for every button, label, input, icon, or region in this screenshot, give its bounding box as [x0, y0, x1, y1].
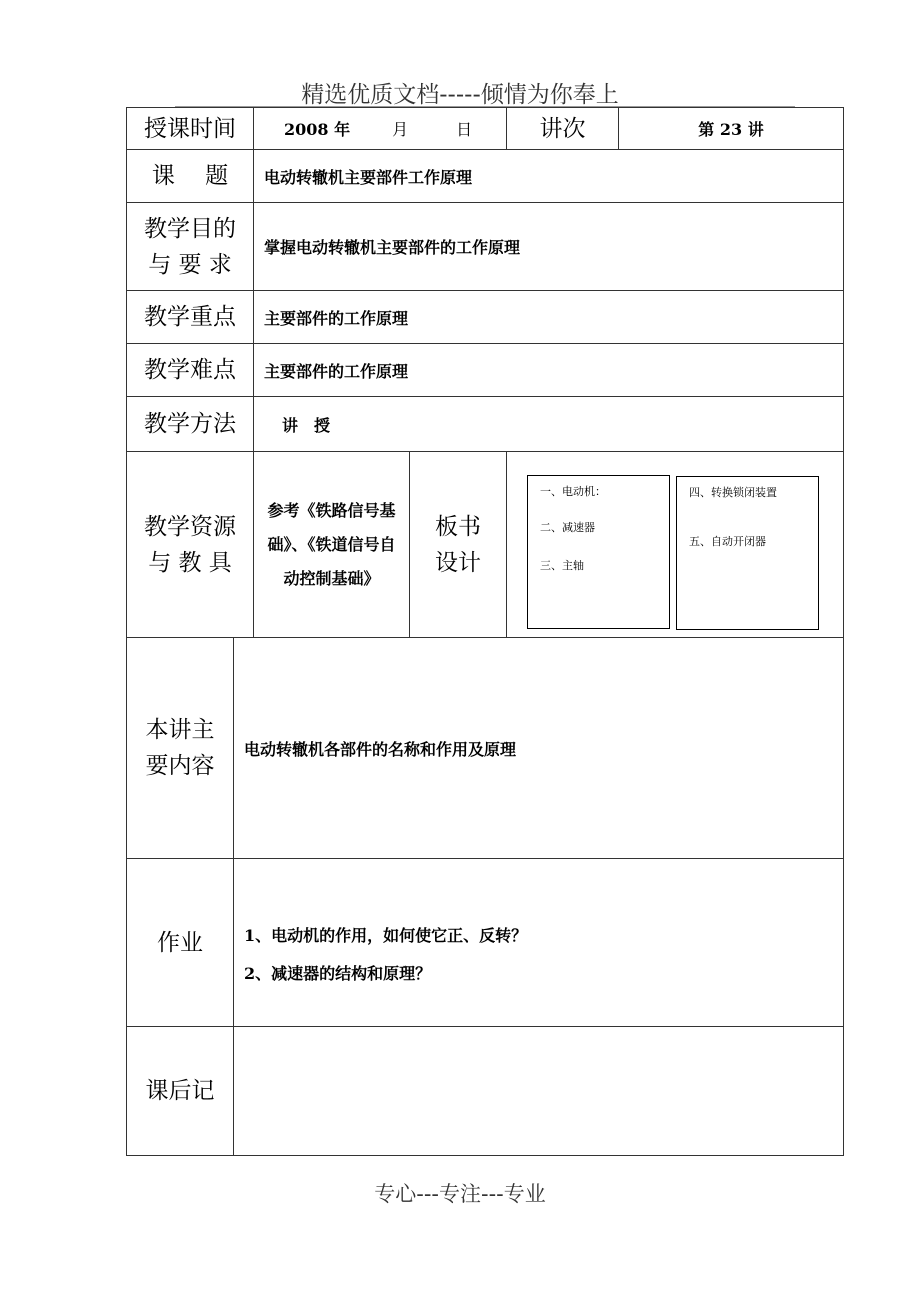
board-item: 一、电动机： [540, 485, 606, 498]
resource-label-1: 教学资源 [144, 513, 236, 540]
time-label: 授课时间 [126, 107, 254, 150]
lecture-label: 讲次 [506, 107, 619, 150]
board-label [409, 451, 507, 638]
notes-label: 课后记 [126, 1026, 234, 1156]
key-label: 教学重点 [126, 290, 254, 344]
month: 月 [392, 120, 409, 139]
goal-label-1: 教学目的 [144, 215, 236, 242]
content-label-1: 本讲主 [145, 717, 215, 743]
lecture-value: 第 23 讲 [618, 107, 844, 150]
resource-label [126, 451, 254, 638]
topic-label: 课 题 [126, 149, 254, 203]
board-item: 四、转换锁闭装置 [689, 486, 777, 499]
homework-item: 2、减速器的结构和原理？ [244, 964, 432, 983]
topic-value: 电动转辙机主要部件工作原理 [253, 149, 844, 203]
homework-value [233, 858, 844, 1027]
date-value [253, 107, 507, 150]
resource-label-2: 与 教 具 [148, 549, 232, 576]
board-label-2: 设计 [435, 549, 481, 576]
page-header: 精选优质文档-----倾情为你奉上 [301, 82, 619, 108]
content-label [126, 637, 234, 859]
page-footer: 专心---专注---专业 [374, 1182, 546, 1206]
goal-value: 掌握电动转辙机主要部件的工作原理 [253, 202, 844, 291]
content-label-2: 要内容 [145, 753, 215, 779]
method-label: 教学方法 [126, 396, 254, 452]
board-item: 二、减速器 [540, 521, 595, 534]
goal-label [126, 202, 254, 291]
key-value: 主要部件的工作原理 [253, 290, 844, 344]
notes-value [233, 1026, 844, 1156]
difficult-label: 教学难点 [126, 343, 254, 397]
board-item: 三、主轴 [540, 559, 584, 572]
board-label-1: 板书 [435, 513, 481, 540]
content-value: 电动转辙机各部件的名称和作用及原理 [233, 637, 844, 859]
difficult-value: 主要部件的工作原理 [253, 343, 844, 397]
method-value: 讲 授 [253, 396, 844, 452]
homework-item: 1、电动机的作用，如何使它正、反转？ [244, 926, 528, 945]
year: 2008 年 [284, 120, 351, 139]
board-item: 五、自动开闭器 [689, 535, 766, 548]
goal-label-2: 与 要 求 [148, 251, 232, 278]
board-box-left [527, 475, 670, 629]
day: 日 [456, 120, 473, 139]
homework-label: 作业 [126, 858, 234, 1027]
board-box-right [676, 476, 819, 630]
resource-value: 参考《铁路信号基础》、《铁道信号自动控制基础》 [253, 451, 410, 638]
